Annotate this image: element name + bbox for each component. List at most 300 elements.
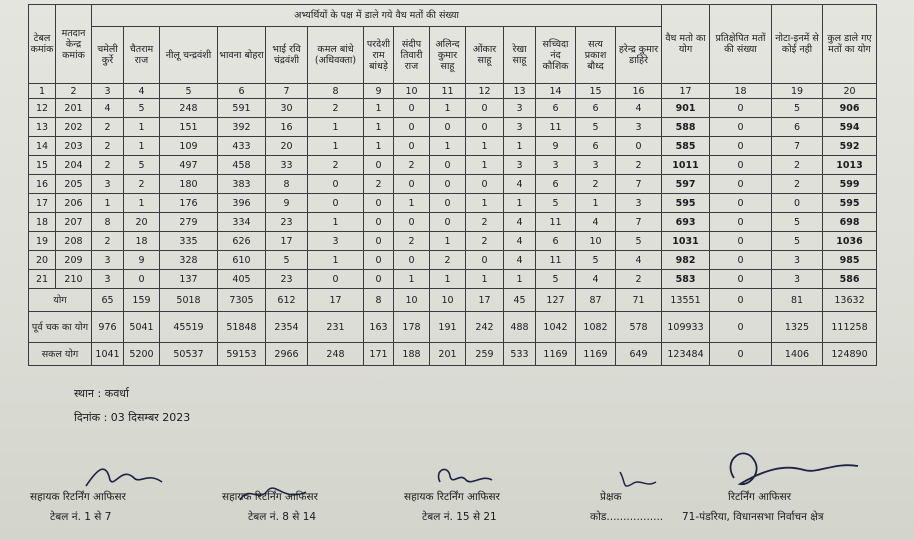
table-cell: 2 xyxy=(616,270,662,289)
table-cell: 19 xyxy=(29,232,56,251)
table-cell: 8 xyxy=(266,175,308,194)
total-cell: 17 xyxy=(308,289,364,312)
table-cell: 7 xyxy=(616,175,662,194)
table-cell: 210 xyxy=(56,270,92,289)
total-cell: 1041 xyxy=(92,343,124,366)
table-cell: 201 xyxy=(56,99,92,118)
candidate-header: हरेन्द्र कुमार डाहिरे xyxy=(616,27,662,84)
table-cell: 0 xyxy=(394,213,430,232)
total-cell: 81 xyxy=(772,289,823,312)
table-cell: 3 xyxy=(92,270,124,289)
table-cell: 203 xyxy=(56,137,92,156)
table-cell: 1 xyxy=(308,118,364,137)
table-cell: 5 xyxy=(124,99,160,118)
table-cell: 1 xyxy=(394,194,430,213)
table-cell: 0 xyxy=(466,175,504,194)
place-label: स्थान : कवर्धा xyxy=(74,387,129,400)
table-cell: 0 xyxy=(466,118,504,137)
sig3-sub: टेबल नं. 15 से 21 xyxy=(422,511,497,523)
signature-1-icon xyxy=(78,458,168,494)
total-cell: 612 xyxy=(266,289,308,312)
table-cell: 4 xyxy=(504,232,536,251)
table-cell: 2 xyxy=(308,99,364,118)
table-cell: 592 xyxy=(823,137,877,156)
column-number: 13 xyxy=(504,84,536,99)
table-cell: 0 xyxy=(364,213,394,232)
table-cell: 2 xyxy=(466,213,504,232)
total-cell: 1169 xyxy=(536,343,576,366)
table-cell: 5 xyxy=(536,270,576,289)
table-cell: 2 xyxy=(364,175,394,194)
column-number: 2 xyxy=(56,84,92,99)
column-number: 6 xyxy=(218,84,266,99)
total-cell: 1082 xyxy=(576,312,616,343)
table-cell: 1 xyxy=(124,118,160,137)
table-cell: 204 xyxy=(56,156,92,175)
candidate-header: सच्चिदा नंद कौशिक xyxy=(536,27,576,84)
total-cell: 17 xyxy=(466,289,504,312)
column-number: 20 xyxy=(823,84,877,99)
table-cell: 176 xyxy=(160,194,218,213)
total-cell: 13632 xyxy=(823,289,877,312)
table-cell: 0 xyxy=(466,251,504,270)
column-number-row xyxy=(29,84,877,99)
table-cell: 5 xyxy=(772,213,823,232)
table-cell: 0 xyxy=(616,137,662,156)
table-cell: 12 xyxy=(29,99,56,118)
table-cell: 0 xyxy=(308,270,364,289)
grand-total-row xyxy=(29,343,877,366)
table-cell: 2 xyxy=(92,137,124,156)
table-cell: 3 xyxy=(92,175,124,194)
table-cell: 1013 xyxy=(823,156,877,175)
sig5-sub: 71-पंडरिया, विधानसभा निर्वाचन क्षेत्र xyxy=(682,511,824,523)
total-cell: 124890 xyxy=(823,343,877,366)
table-cell: 6 xyxy=(536,232,576,251)
col-table-header: टेबल कमांक xyxy=(29,5,56,84)
table-cell: 20 xyxy=(124,213,160,232)
column-number: 15 xyxy=(576,84,616,99)
table-cell: 1 xyxy=(124,194,160,213)
table-cell: 7 xyxy=(772,137,823,156)
table-cell: 5 xyxy=(266,251,308,270)
table-cell: 433 xyxy=(218,137,266,156)
sig3-title: सहायक रिटर्निंग आफिसर xyxy=(404,491,500,503)
table-cell: 0 xyxy=(710,118,772,137)
table-cell: 21 xyxy=(29,270,56,289)
sig4-sub: कोड................. xyxy=(590,511,664,523)
table-cell: 11 xyxy=(536,251,576,270)
table-cell: 5 xyxy=(536,194,576,213)
total-cell: 976 xyxy=(92,312,124,343)
table-cell: 1031 xyxy=(662,232,710,251)
total-cell: 51848 xyxy=(218,312,266,343)
table-cell: 591 xyxy=(218,99,266,118)
table-cell: 2 xyxy=(576,175,616,194)
table-cell: 0 xyxy=(394,137,430,156)
column-number: 9 xyxy=(364,84,394,99)
table-cell: 209 xyxy=(56,251,92,270)
total-cell: 71 xyxy=(616,289,662,312)
table-cell: 2 xyxy=(92,156,124,175)
table-cell: 906 xyxy=(823,99,877,118)
table-cell: 1 xyxy=(504,137,536,156)
table-cell: 392 xyxy=(218,118,266,137)
table-cell: 5 xyxy=(616,232,662,251)
table-cell: 595 xyxy=(662,194,710,213)
candidate-header: सत्य प्रकाश बौध्द xyxy=(576,27,616,84)
table-cell: 33 xyxy=(266,156,308,175)
table-cell: 3 xyxy=(536,156,576,175)
table-cell: 0 xyxy=(394,99,430,118)
signature-block-1 xyxy=(30,490,126,524)
table-cell: 4 xyxy=(616,99,662,118)
sig4-title: प्रेक्षक xyxy=(600,491,622,503)
table-cell: 2 xyxy=(92,118,124,137)
table-cell: 585 xyxy=(662,137,710,156)
total-cell: 87 xyxy=(576,289,616,312)
table-cell: 180 xyxy=(160,175,218,194)
table-cell: 18 xyxy=(124,232,160,251)
table-cell: 3 xyxy=(308,232,364,251)
total-cell: 1042 xyxy=(536,312,576,343)
table-cell: 0 xyxy=(364,194,394,213)
table-cell: 6 xyxy=(576,99,616,118)
grand-total-row-label: सकल योग xyxy=(29,343,92,366)
column-number: 12 xyxy=(466,84,504,99)
table-cell: 610 xyxy=(218,251,266,270)
total-cell: 127 xyxy=(536,289,576,312)
total-cell: 7305 xyxy=(218,289,266,312)
table-cell: 16 xyxy=(29,175,56,194)
column-number: 5 xyxy=(160,84,218,99)
total-cell: 171 xyxy=(364,343,394,366)
total-cell: 248 xyxy=(308,343,364,366)
column-number: 7 xyxy=(266,84,308,99)
table-cell: 0 xyxy=(430,156,466,175)
table-cell: 4 xyxy=(92,99,124,118)
signature-block-5 xyxy=(682,490,824,524)
table-cell: 1 xyxy=(364,137,394,156)
total-cell: 5018 xyxy=(160,289,218,312)
total-cell: 45 xyxy=(504,289,536,312)
table-cell: 3 xyxy=(616,118,662,137)
table-cell: 3 xyxy=(504,99,536,118)
table-row xyxy=(29,137,877,156)
table-cell: 14 xyxy=(29,137,56,156)
table-cell: 1 xyxy=(466,194,504,213)
date-label: दिनांक : 03 दिसम्बर 2023 xyxy=(74,411,191,424)
candidate-header: चमेली कुर्रे xyxy=(92,27,124,84)
table-cell: 334 xyxy=(218,213,266,232)
table-cell: 2 xyxy=(772,156,823,175)
total-cell: 163 xyxy=(364,312,394,343)
table-cell: 0 xyxy=(430,175,466,194)
table-cell: 206 xyxy=(56,194,92,213)
table-cell: 11 xyxy=(536,213,576,232)
signature-5-icon xyxy=(714,440,864,492)
table-cell: 137 xyxy=(160,270,218,289)
table-cell: 1 xyxy=(92,194,124,213)
total-cell: 2354 xyxy=(266,312,308,343)
table-cell: 3 xyxy=(92,251,124,270)
table-cell: 4 xyxy=(616,251,662,270)
table-cell: 30 xyxy=(266,99,308,118)
table-cell: 982 xyxy=(662,251,710,270)
table-cell: 3 xyxy=(616,194,662,213)
table-cell: 9 xyxy=(266,194,308,213)
table-cell: 0 xyxy=(710,156,772,175)
column-number: 14 xyxy=(536,84,576,99)
table-cell: 1 xyxy=(308,137,364,156)
total-cell: 1169 xyxy=(576,343,616,366)
table-cell: 5 xyxy=(124,156,160,175)
table-cell: 1 xyxy=(124,137,160,156)
table-cell: 0 xyxy=(430,213,466,232)
table-cell: 0 xyxy=(710,270,772,289)
sig5-title: रिटर्निंग आफिसर xyxy=(728,491,792,503)
table-cell: 497 xyxy=(160,156,218,175)
table-cell: 0 xyxy=(308,175,364,194)
column-number: 16 xyxy=(616,84,662,99)
col-rejected-header: प्रतिक्षेपित मतों की संख्या xyxy=(710,5,772,84)
candidate-header: नीलू चन्द्रवंशी xyxy=(160,27,218,84)
table-cell: 588 xyxy=(662,118,710,137)
total-cell: 259 xyxy=(466,343,504,366)
sum-row xyxy=(29,289,877,312)
table-row xyxy=(29,270,877,289)
table-cell: 4 xyxy=(576,213,616,232)
table-cell: 2 xyxy=(772,175,823,194)
table-cell: 1 xyxy=(466,137,504,156)
table-cell: 0 xyxy=(364,232,394,251)
table-cell: 0 xyxy=(364,251,394,270)
table-cell: 1 xyxy=(364,99,394,118)
table-cell: 0 xyxy=(364,270,394,289)
total-cell: 65 xyxy=(92,289,124,312)
table-cell: 0 xyxy=(308,194,364,213)
table-cell: 207 xyxy=(56,213,92,232)
table-cell: 1 xyxy=(430,137,466,156)
candidate-header: अलिन्द कुमार साहू xyxy=(430,27,466,84)
table-cell: 595 xyxy=(823,194,877,213)
table-cell: 18 xyxy=(29,213,56,232)
total-cell: 191 xyxy=(430,312,466,343)
col-booth-header: मतदान केन्द्र कमांक xyxy=(56,5,92,84)
table-cell: 6 xyxy=(536,99,576,118)
candidate-header: ओंकार साहू xyxy=(466,27,504,84)
column-number: 1 xyxy=(29,84,56,99)
table-cell: 3 xyxy=(772,270,823,289)
table-cell: 0 xyxy=(364,156,394,175)
table-cell: 1 xyxy=(430,232,466,251)
table-cell: 23 xyxy=(266,270,308,289)
total-cell: 5200 xyxy=(124,343,160,366)
column-number: 8 xyxy=(308,84,364,99)
table-cell: 0 xyxy=(710,194,772,213)
total-cell: 649 xyxy=(616,343,662,366)
sum-row-label: योग xyxy=(29,289,92,312)
previous-total-row xyxy=(29,312,877,343)
total-cell: 50537 xyxy=(160,343,218,366)
table-cell: 1 xyxy=(466,156,504,175)
signature-block-3 xyxy=(404,490,500,524)
table-cell: 0 xyxy=(710,232,772,251)
table-cell: 109 xyxy=(160,137,218,156)
table-row xyxy=(29,213,877,232)
table-cell: 4 xyxy=(576,270,616,289)
total-cell: 201 xyxy=(430,343,466,366)
table-cell: 202 xyxy=(56,118,92,137)
table-cell: 383 xyxy=(218,175,266,194)
table-cell: 20 xyxy=(29,251,56,270)
total-cell: 242 xyxy=(466,312,504,343)
col-nota-header: नोटा-इनमें से कोई नही xyxy=(772,5,823,84)
table-cell: 698 xyxy=(823,213,877,232)
table-cell: 279 xyxy=(160,213,218,232)
table-cell: 9 xyxy=(536,137,576,156)
total-cell: 59153 xyxy=(218,343,266,366)
table-cell: 586 xyxy=(823,270,877,289)
table-cell: 0 xyxy=(394,251,430,270)
table-cell: 3 xyxy=(772,251,823,270)
table-cell: 985 xyxy=(823,251,877,270)
vote-count-table xyxy=(28,4,877,366)
table-cell: 0 xyxy=(710,99,772,118)
table-cell: 1036 xyxy=(823,232,877,251)
table-cell: 2 xyxy=(394,232,430,251)
previous-total-row-label: पूर्व चक का योग xyxy=(29,312,92,343)
table-cell: 248 xyxy=(160,99,218,118)
table-cell: 5 xyxy=(772,99,823,118)
candidate-header: चैतराम राज xyxy=(124,27,160,84)
sig2-title: सहायक रिटर्निंग आफिसर xyxy=(222,491,318,503)
candidate-header: परदेशी राम बांधड़े xyxy=(364,27,394,84)
table-cell: 0 xyxy=(124,270,160,289)
total-cell: 231 xyxy=(308,312,364,343)
table-cell: 10 xyxy=(576,232,616,251)
total-cell: 578 xyxy=(616,312,662,343)
table-cell: 583 xyxy=(662,270,710,289)
table-cell: 3 xyxy=(504,118,536,137)
table-cell: 4 xyxy=(504,175,536,194)
table-cell: 1 xyxy=(504,194,536,213)
table-cell: 594 xyxy=(823,118,877,137)
table-row xyxy=(29,232,877,251)
table-cell: 597 xyxy=(662,175,710,194)
table-cell: 17 xyxy=(29,194,56,213)
table-cell: 15 xyxy=(29,156,56,175)
table-cell: 2 xyxy=(466,232,504,251)
table-cell: 11 xyxy=(536,118,576,137)
total-cell: 1406 xyxy=(772,343,823,366)
table-row xyxy=(29,118,877,137)
table-cell: 4 xyxy=(504,251,536,270)
table-cell: 151 xyxy=(160,118,218,137)
table-cell: 901 xyxy=(662,99,710,118)
table-cell: 1 xyxy=(364,118,394,137)
table-cell: 1 xyxy=(576,194,616,213)
total-cell: 488 xyxy=(504,312,536,343)
table-cell: 5 xyxy=(576,118,616,137)
total-cell: 123484 xyxy=(662,343,710,366)
table-cell: 2 xyxy=(308,156,364,175)
table-cell: 1 xyxy=(308,213,364,232)
table-cell: 23 xyxy=(266,213,308,232)
candidate-header: भाई रवि चंद्रवंशी xyxy=(266,27,308,84)
col-total-header: कुल डाले गए मतों का योग xyxy=(823,5,877,84)
candidate-header: रेखा साहू xyxy=(504,27,536,84)
candidate-header: कमल बांधे (अधिवक्ता) xyxy=(308,27,364,84)
total-cell: 159 xyxy=(124,289,160,312)
table-cell: 4 xyxy=(504,213,536,232)
table-cell: 16 xyxy=(266,118,308,137)
table-cell: 626 xyxy=(218,232,266,251)
table-cell: 1 xyxy=(430,270,466,289)
total-cell: 8 xyxy=(364,289,394,312)
table-cell: 1 xyxy=(504,270,536,289)
total-cell: 109933 xyxy=(662,312,710,343)
sig2-sub: टेबल नं. 8 से 14 xyxy=(248,511,317,523)
table-cell: 6 xyxy=(536,175,576,194)
candidate-header: भावना बोहरा xyxy=(218,27,266,84)
table-cell: 458 xyxy=(218,156,266,175)
table-cell: 2 xyxy=(430,251,466,270)
table-row xyxy=(29,156,877,175)
table-cell: 328 xyxy=(160,251,218,270)
table-cell: 0 xyxy=(394,118,430,137)
table-cell: 335 xyxy=(160,232,218,251)
table-row xyxy=(29,251,877,270)
column-number: 4 xyxy=(124,84,160,99)
table-cell: 0 xyxy=(466,99,504,118)
column-number: 10 xyxy=(394,84,430,99)
table-cell: 5 xyxy=(576,251,616,270)
table-row xyxy=(29,194,877,213)
table-cell: 2 xyxy=(92,232,124,251)
table-row xyxy=(29,99,877,118)
table-cell: 0 xyxy=(772,194,823,213)
total-cell: 13551 xyxy=(662,289,710,312)
table-cell: 0 xyxy=(710,137,772,156)
total-cell: 1325 xyxy=(772,312,823,343)
table-cell: 0 xyxy=(430,118,466,137)
table-cell: 0 xyxy=(394,175,430,194)
table-cell: 6 xyxy=(772,118,823,137)
table-cell: 208 xyxy=(56,232,92,251)
table-cell: 3 xyxy=(576,156,616,175)
table-cell: 1 xyxy=(308,251,364,270)
total-cell: 0 xyxy=(710,343,772,366)
table-cell: 17 xyxy=(266,232,308,251)
column-number: 18 xyxy=(710,84,772,99)
table-cell: 1 xyxy=(466,270,504,289)
table-cell: 599 xyxy=(823,175,877,194)
signature-3-icon xyxy=(430,462,500,492)
table-cell: 13 xyxy=(29,118,56,137)
total-cell: 0 xyxy=(710,312,772,343)
column-number: 11 xyxy=(430,84,466,99)
table-cell: 0 xyxy=(710,213,772,232)
table-title: अभ्यर्थियों के पक्ष में डाले गये वैध मतों की संख्या xyxy=(92,5,662,27)
table-cell: 396 xyxy=(218,194,266,213)
table-cell: 20 xyxy=(266,137,308,156)
table-cell: 3 xyxy=(504,156,536,175)
table-cell: 2 xyxy=(124,175,160,194)
table-cell: 7 xyxy=(616,213,662,232)
table-cell: 405 xyxy=(218,270,266,289)
total-cell: 45519 xyxy=(160,312,218,343)
